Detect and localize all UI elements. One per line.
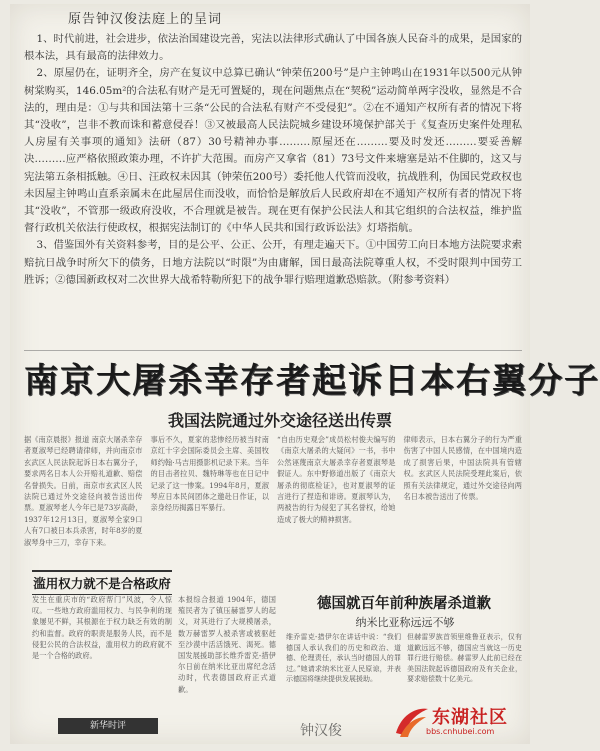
middle-article-text: 本报综合报道 1904年，德国殖民者为了镇压赫雷罗人的起义，对其进行了大规模屠杀，数万赫雷罗人被杀害或被驱赶至沙漠中活活饿死、渴死。德国发展援助部长维乔雷克-措伊尔日前在纳米比亚出席纪念活动时，代表德国政府正式道歉。	[178, 595, 276, 694]
statement-paragraph-3: 3、借鉴国外有关资料参考，目的是公平、公正、公开，有理走遍天下。①中国劳工向日本地方法院要求索赔抗日战争时所欠下的债务，日地方法院以“时限”为由庸解，国日最高法院尊重人权，不受时限判中国劳工胜诉；②德国新政权对二次世界大战希特勒所犯下的战争罪行赔理道歉恐赔款。（附参考资料）	[24, 239, 522, 286]
statement-paragraph-2: 2、原屋仍在，证明齐全，房产在复议中总算已确认“钟荣伍200号”是户主钟鸣山在1931年以500元从钟树棠购买，146.05m²的合法私有财产是无可置疑的，现在问题焦点在“契税”运动简单两字没收，显然是不合法的，理由是：①与共和国法第十三条“公民的合法私有财产不受侵犯”。②在不通知产权所有者的情况下将其“没收”，岂非不教而诛和蓄意侵吞！③又被最高人民法院城乡建设环境保护部关于《复查历史案件处理私人房屋有关事项的通知》法研（87）30号精神办事………原屋还在………要及时发还………要妥善解决………应严格依照政策办理，不许扩大范围。而房产又拿省（81）73号文件来塘塞是站不住脚的，这又与宪法第五条相抵触。④日、汪政权未因其（钟荣伍200号）委托他人代管而没收，抗战胜利，伪国民党政权也未因屋主钟鸣山直系亲属未在此屋居住而没收，而恰恰是解放后人民政府却在不通知产权所有者的情况下将其“没收”，不管那一级政府没收，不合理就是被告。现在更有保护公民法人和其它组织的合法权益，维护监督行政机关依法行使政权，根据宪法制订的《中华人民共和国行政诉讼法》灯塔指航。	[24, 67, 522, 235]
news-column-2: 事后不久，夏家的悲惨经历被当时南京红十字会国际委员会主席、美国牧师约翰·马吉用摄影机记录下来。当年的目击者拉贝、魏特琳等也在日记中记录了这一惨案。1994年8月，夏淑琴应日本民间团体之邀赴日作证，以亲身经历揭露日军暴行。	[150, 435, 269, 513]
statement-section	[24, 8, 522, 289]
watermark-url: bbs.cnhubei.com	[426, 727, 495, 736]
news-column-4: 律师表示，日本右翼分子的行为严重伤害了中国人民感情，在中国境内造成了损害后果，中国法院具有管辖权。玄武区人民法院受理此案后，依照有关法律规定，通过外交途径向两名日本被告送出了传票。	[403, 435, 522, 502]
watermark-text: 东湖社区	[432, 707, 508, 728]
right-article-subtitle: 纳米比亚称远远不够	[355, 616, 455, 629]
section-divider	[24, 350, 522, 351]
news-subheadline: 我国法院通过外交途径送出传票	[167, 411, 392, 430]
watermark-logo	[392, 701, 532, 741]
news-headline: 南京大屠杀幸存者起诉日本右翼分子	[24, 361, 600, 401]
side-article-title: 滥用权力就不是合格政府	[32, 570, 172, 595]
news-columns	[24, 434, 522, 590]
scanned-document	[10, 4, 600, 744]
side-article-byline: 新华时评	[58, 718, 158, 734]
statement-title: 原告钟汉俊法庭上的呈词	[68, 12, 223, 27]
right-article-title: 德国就百年前种族屠杀道歉	[317, 596, 491, 612]
news-column-1: 据《南京晨报》报道 南京大屠杀幸存者夏淑琴已经聘请律师，并向南京市玄武区人民法院起诉日本右翼分子，要求两名日本人公开赔礼道歉、赔偿名誉损失。日前，南京市玄武区人民法院已通过外交途径向被告送出传票。夏淑琴老人今年已是73岁高龄，1937年12月13日，夏淑琴全家9口人有7口被日本兵杀害，时年8岁的夏淑琴身中三刀，幸存下来。	[24, 435, 143, 547]
news-column-3: “自由历史观会”成员松村俊夫编写的《南京大屠杀的大疑问》一书，书中公然诬蔑南京大屠杀幸存者夏淑琴是假证人。东中野修道出版了《南京大屠杀的彻底检证》，也对夏淑琴的证言进行了捏造和诽谤。夏淑琴认为，两被告的行为侵犯了其名誉权，给她造成了极大的精神损害。	[277, 435, 396, 524]
right-article-column-1: 维乔雷克-措伊尔在讲话中说：“我们德国人承认我们的历史和政治、道德、伦理责任，承认当时德国人的罪过。”她请求纳米比亚人民原谅，并表示德国将继续提供发展援助。	[286, 633, 401, 684]
handwritten-signature: 钟汉俊	[300, 723, 342, 739]
statement-paragraph-1: 1、时代前进，社会进步，依法治国建设完善，宪法以法律形式确认了中国各族人民奋斗的成果，是国家的根本法，具有最高的法律效力。	[24, 33, 522, 63]
side-article-text: 发生在重庆市的“政府帮门”风波，令人惊叹。一些地方政府滥用权力、与民争利的现象屡见不鲜，其根源在于权力缺乏有效的制约和监督。政府的职责是服务人民，而不是侵犯公民的合法权益，滥用权力的政府就不是一个合格的政府。	[32, 595, 172, 661]
right-article-column-2: 但赫雷罗族首领里维鲁亚表示，仅有道歉远远不够，德国应当就这一历史罪行进行赔偿。赫雷罗人此前已经在美国法院起诉德国政府及有关企业，要求赔偿数十亿美元。	[407, 633, 522, 684]
